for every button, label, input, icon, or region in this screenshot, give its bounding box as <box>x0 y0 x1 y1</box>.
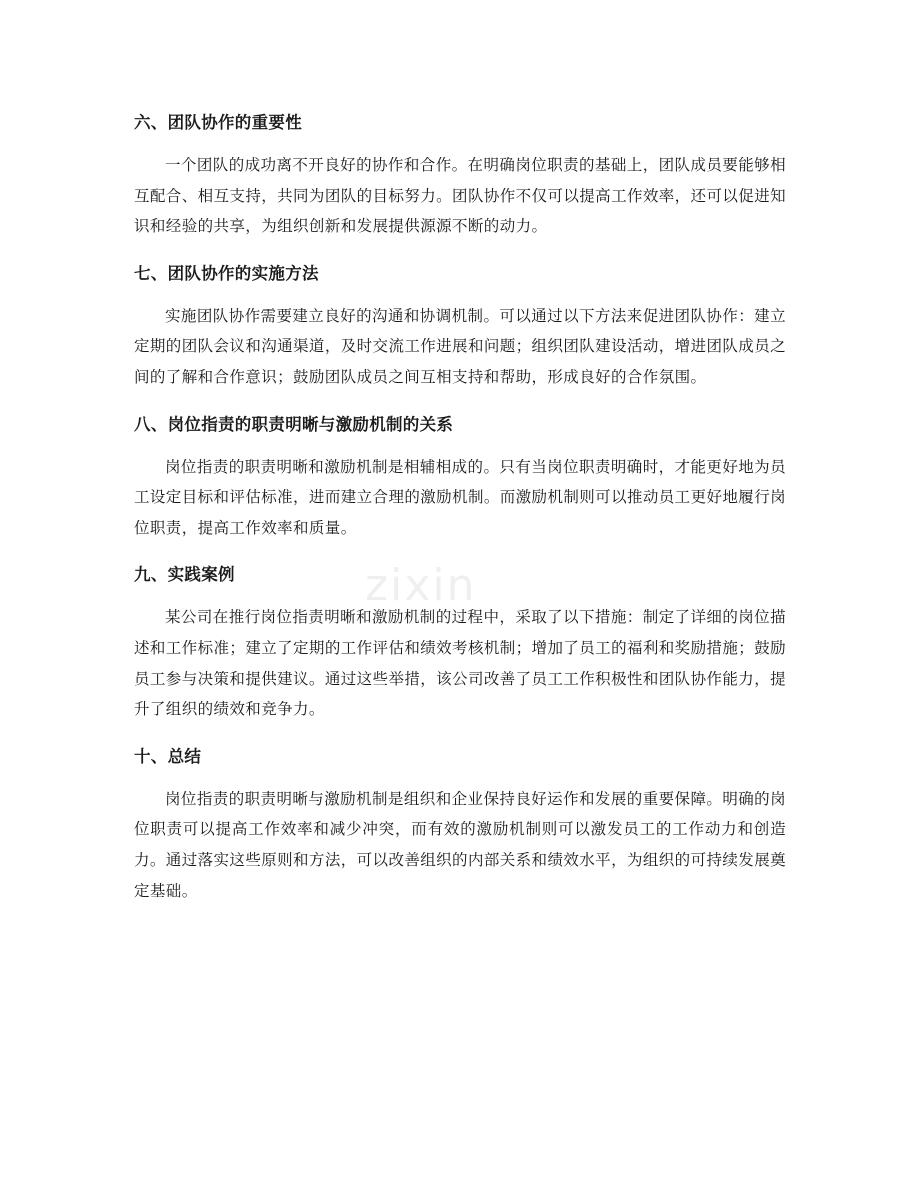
section-title: 七、团队协作的实施方法 <box>134 263 319 283</box>
section-title: 八、岗位指责的职责明晰与激励机制的关系 <box>134 414 454 434</box>
watermark-logo: zixin <box>365 560 477 611</box>
document-content <box>134 107 786 922</box>
section-paragraph: 实施团队协作需要建立良好的沟通和协调机制。可以通过以下方法来促进团队协作：建立定期的团队会议和沟通渠道，及时交流工作进展和问题；组织团队建设活动，增进团队成员之间的了解和合作意识；鼓励团队成员之间互相支持和帮助，形成良好的合作氛围。 <box>134 306 786 386</box>
section-teamwork-methods <box>134 258 786 393</box>
section-paragraph: 一个团队的成功离不开良好的协作和合作。在明确岗位职责的基础上，团队成员要能够相互配合、相互支持，共同为团队的目标努力。团队协作不仅可以提高工作效率，还可以促进知识和经验的共享，为组织创新和发展提供源源不断的动力。 <box>134 156 786 236</box>
section-responsibility-incentive <box>134 409 786 544</box>
section-summary <box>134 741 786 906</box>
section-paragraph: 某公司在推行岗位指责明晰和激励机制的过程中，采取了以下措施：制定了详细的岗位描述和工作标准；建立了定期的工作评估和绩效考核机制；增加了员工的福利和奖励措施；鼓励员工参与决策和提供建议。通过这些举措，该公司改善了员工工作积极性和团队协作能力，提升了组织的绩效和竞争力。 <box>134 608 786 719</box>
section-case-study <box>134 559 786 724</box>
section-paragraph: 岗位指责的职责明晰和激励机制是相辅相成的。只有当岗位职责明确时，才能更好地为员工设定目标和评估标准，进而建立合理的激励机制。而激励机制则可以推动员工更好地履行岗位职责，提高工作效率和质量。 <box>134 457 786 537</box>
section-title: 六、团队协作的重要性 <box>134 113 302 132</box>
section-paragraph: 岗位指责的职责明晰与激励机制是组织和企业保持良好运作和发展的重要保障。明确的岗位职责可以提高工作效率和减少冲突，而有效的激励机制则可以激发员工的工作动力和创造力。通过落实这些原则和方法，可以改善组织的内部关系和绩效水平，为组织的可持续发展奠定基础。 <box>134 789 786 900</box>
section-teamwork-importance <box>134 107 786 242</box>
section-title: 十、总结 <box>134 746 202 766</box>
section-title: 九、实践案例 <box>134 565 235 585</box>
